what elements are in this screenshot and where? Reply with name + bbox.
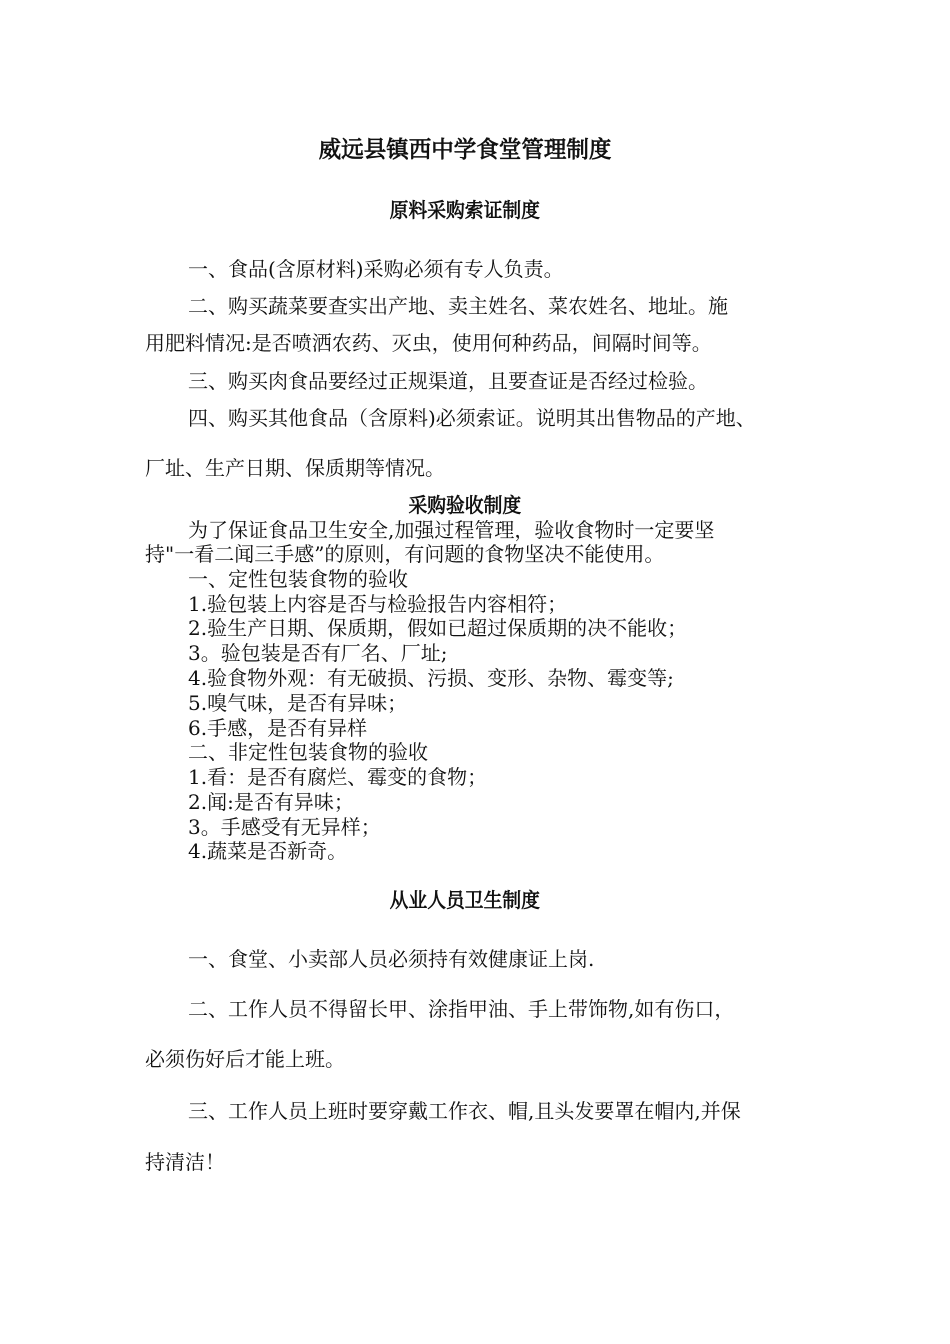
list-item: 2.闻:是否有异味； [188,790,354,814]
section-heading-procurement: 原料采购索证制度 [389,198,540,222]
list-item: 4.验食物外观：有无破损、污损、变形、杂物、霉变等; [188,666,674,690]
list-item: 4.蔬菜是否新奇。 [188,839,348,863]
paragraph-line: 厂址、生产日期、保质期等情况。 [145,456,445,480]
subsection-heading: 二、非定性包装食物的验收 [188,740,428,764]
paragraph-line: 二、购买蔬菜要查实出产地、卖主姓名、菜农姓名、地址。施 [188,294,728,318]
list-item: 1.验包装上内容是否与检验报告内容相符； [188,592,568,616]
list-item: 6.手感，是否有异样 [188,716,368,740]
paragraph-line: 一、食品(含原材料)采购必须有专人负责。 [188,257,564,281]
paragraph-line: 持清洁！ [145,1150,225,1174]
paragraph-line: 用肥料情况:是否喷洒农药、灭虫，使用何种药品，间隔时间等。 [145,331,712,355]
paragraph-line: 三、工作人员上班时要穿戴工作衣、帽,且头发要罩在帽内,并保 [188,1099,741,1123]
paragraph-line: 为了保证食品卫生安全,加强过程管理，验收食物时一定要坚 [188,518,715,542]
list-item: 3。手感受有无异样； [188,815,381,839]
paragraph-line: 三、购买肉食品要经过正规渠道，且要查证是否经过检验。 [188,369,708,393]
list-item: 1.看：是否有腐烂、霉变的食物； [188,765,488,789]
subsection-heading: 一、定性包装食物的验收 [188,567,408,591]
list-item: 2.验生产日期、保质期，假如已超过保质期的决不能收； [188,616,688,640]
list-item: 3。验包装是否有厂名、厂址; [188,641,448,665]
section-heading-inspection: 采购验收制度 [408,493,522,517]
paragraph-line: 四、购买其他食品（含原料)必须索证。说明其出售物品的产地、 [188,406,756,430]
list-item: 5.嗅气味，是否有异味； [188,691,408,715]
document-title: 威远县镇西中学食堂管理制度 [318,137,612,163]
paragraph-line: 持"一看二闻三手感”的原则，有问题的食物坚决不能使用。 [145,542,665,566]
paragraph-line: 必须伤好后才能上班。 [145,1047,345,1071]
section-heading-staff-hygiene: 从业人员卫生制度 [389,888,540,912]
paragraph-line: 二、工作人员不得留长甲、涂指甲油、手上带饰物,如有伤口， [188,997,735,1021]
paragraph-line: 一、食堂、小卖部人员必须持有效健康证上岗. [188,947,595,971]
